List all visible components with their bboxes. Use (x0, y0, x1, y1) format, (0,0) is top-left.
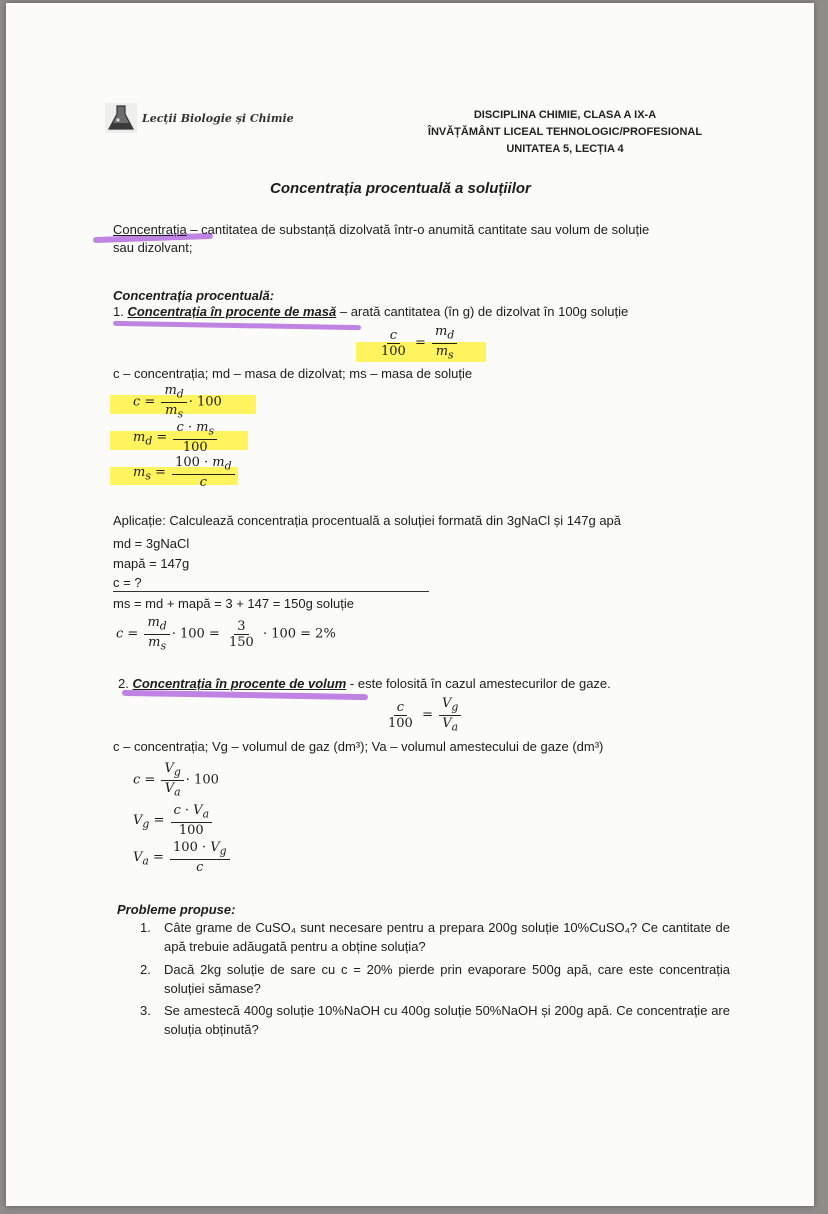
header-discipline: DISCIPLINA CHIMIE, CLASA A IX-A (473, 109, 657, 121)
example-step-1: ms = md + mapă = 3 + 147 = 150g soluție (113, 596, 355, 611)
section-heading: Concentrația procentuală: (113, 288, 275, 303)
page-title: Concentrația procentuală a soluțiilor (270, 180, 531, 197)
list-item (140, 960, 732, 1000)
mass-term: Concentrația în procente de masă (127, 304, 337, 319)
example-unknown: c = ? (113, 575, 142, 590)
volume-number: 2. (118, 676, 129, 691)
example-given-2: mapă = 147g (113, 556, 190, 571)
example-den: 150 (228, 634, 254, 650)
formula-md: $m_d$ = $\frac{c \cdot m_s}{100}$ (133, 420, 219, 455)
example-solution: c = $\frac{m_d}{m_s}$ · 100 = $\frac{3}{150}$ · 100 = 2% (116, 615, 336, 653)
example-given-1: md = 3gNaCl (113, 536, 190, 551)
problem-number: 3. (140, 1003, 151, 1018)
volume-legend: c – concentrația; Vg – volumul de gaz (dm³); Va – volumul amestecului de gaze (dm³) (113, 739, 604, 754)
formula-va: $V_a$ = $\frac{100 \cdot V_g}{c}$ (133, 840, 232, 875)
formula-ms: $m_s$ = $\frac{100 \cdot m_d}{c}$ (133, 455, 237, 490)
header-school-type: ÎNVĂȚĂMÂNT LICEAL TEHNOLOGIC/PROFESIONAL (427, 126, 703, 138)
formula-c-volume: c = $\frac{V_g}{V_a}$ · 100 (133, 761, 219, 799)
problem-text: Se amestecă 400g soluție 10%NaOH cu 400g soluție 50%NaOH și 200g apă. Ce concentrație are soluția obținută? (164, 1003, 730, 1037)
definition-term: Concentrația (113, 222, 187, 237)
problem-number: 2. (140, 962, 151, 977)
problems-heading: Probleme propuse: (117, 902, 236, 917)
mass-number: 1. (113, 304, 124, 319)
formula-vg: $V_g$ = $\frac{c \cdot V_a}{100}$ (133, 803, 214, 838)
logo-text: Lecții Biologie și Chimie (142, 112, 294, 125)
flask-logo-icon (105, 103, 137, 133)
mass-main-formula: $\frac{c}{100}$ = $\frac{m_d}{m_s}$ (376, 324, 459, 362)
list-item (140, 918, 732, 958)
header-unit: UNITATEA 5, LECȚIA 4 (506, 143, 624, 155)
definition-text: – cantitatea de substanță dizolvată într-o anumită cantitate sau volum de soluție (186, 222, 650, 237)
example-result: · 100 = 2% (262, 626, 336, 642)
header-block (420, 107, 710, 158)
list-item (140, 1001, 732, 1041)
problem-number: 1. (140, 920, 151, 935)
volume-term: Concentrația în procente de volum (132, 676, 347, 691)
example-num: 3 (234, 619, 248, 635)
formula-c-mass: c = $\frac{m_d}{m_s}$ · 100 (133, 383, 222, 421)
definition-line-2: sau dizolvant; (113, 240, 193, 255)
example-prompt: Aplicație: Calculează concentrația procentuală a soluției formată din 3gNaCl și 147g apă (113, 513, 622, 528)
divider (113, 591, 429, 592)
problem-text: Dacă 2kg soluție de sare cu c = 20% pierde prin evaporare 500g apă, care este concentrația soluției sămase? (164, 962, 730, 996)
mass-legend: c – concentrația; md – masa de dizolvat; ms – masa de soluție (113, 366, 473, 381)
volume-concentration-line (118, 676, 611, 691)
volume-main-formula: $\frac{c}{100}$ = $\frac{V_g}{V_a}$ (383, 696, 463, 734)
volume-description: - este folosită în cazul amestecurilor de gaze. (346, 676, 611, 691)
mass-description: – arată cantitatea (în g) de dizolvat în 100g soluție (336, 304, 629, 319)
definition-line-1 (113, 222, 649, 237)
problem-text: Câte grame de CuSO₄ sunt necesare pentru a prepara 200g soluție 10%CuSO₄? Ce cantitate de apă trebuie adăugată pentru a obține soluția? (164, 920, 730, 954)
mass-concentration-line (113, 304, 628, 319)
